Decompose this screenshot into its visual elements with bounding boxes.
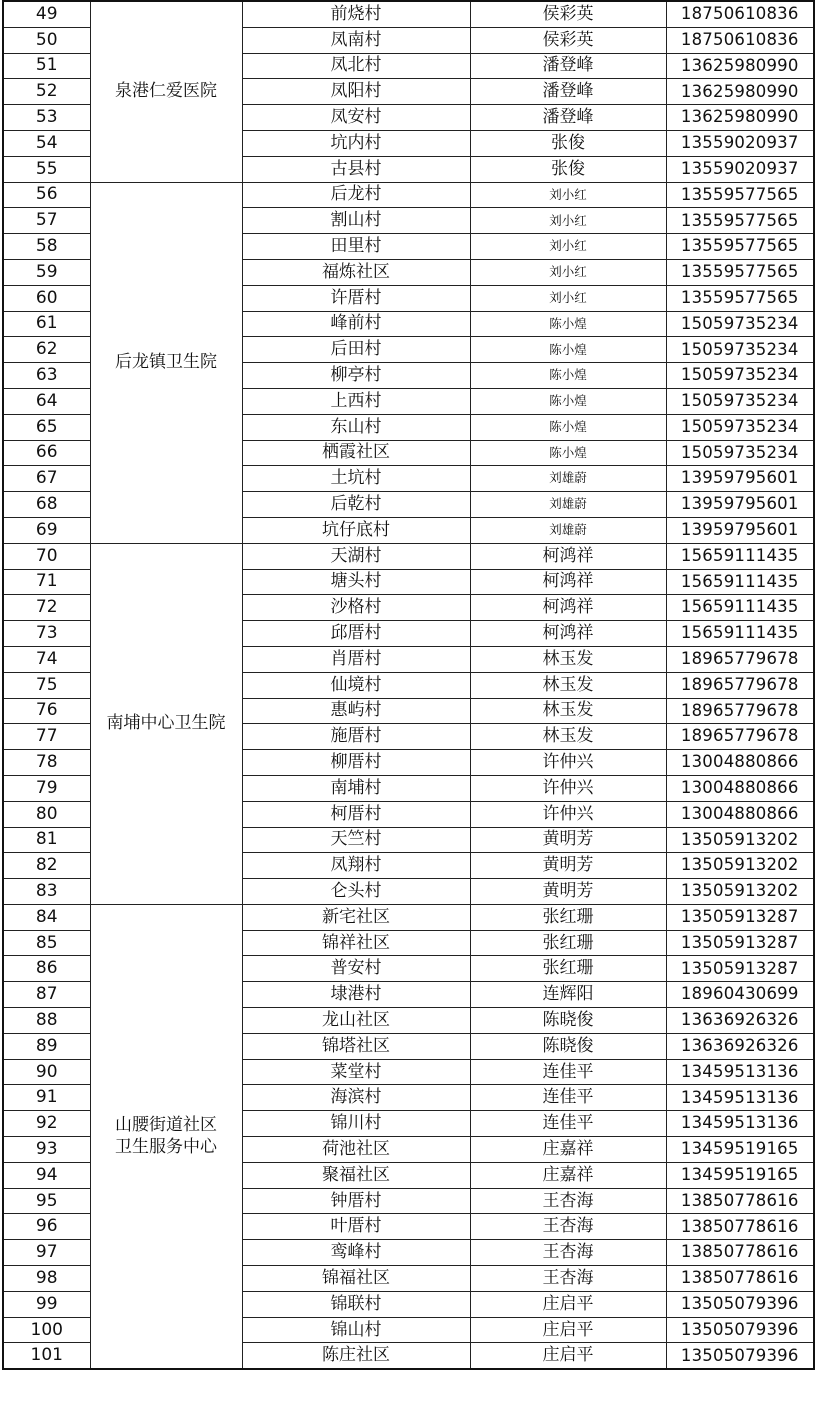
contact-phone: 15659111435 <box>666 621 814 647</box>
row-number: 77 <box>3 724 90 750</box>
contact-table-body <box>3 1 814 1369</box>
village-name: 南埔村 <box>242 775 470 801</box>
contact-name: 陈晓俊 <box>470 1033 666 1059</box>
contact-phone: 18965779678 <box>666 724 814 750</box>
contact-name: 黄明芳 <box>470 879 666 905</box>
row-number: 73 <box>3 621 90 647</box>
contact-name: 刘雄蔚 <box>470 517 666 543</box>
village-name: 柯厝村 <box>242 801 470 827</box>
contact-phone: 13004880866 <box>666 750 814 776</box>
contact-phone: 18965779678 <box>666 646 814 672</box>
village-name: 邱厝村 <box>242 621 470 647</box>
row-number: 60 <box>3 285 90 311</box>
contact-phone: 18965779678 <box>666 698 814 724</box>
contact-name: 林玉发 <box>470 672 666 698</box>
contact-phone: 13559577565 <box>666 208 814 234</box>
village-name: 福炼社区 <box>242 259 470 285</box>
hospital-name: 山腰街道社区 卫生服务中心 <box>90 904 242 1369</box>
contact-phone: 15059735234 <box>666 363 814 389</box>
village-name: 新宅社区 <box>242 904 470 930</box>
contact-phone: 13850778616 <box>666 1214 814 1240</box>
row-number: 83 <box>3 879 90 905</box>
row-number: 52 <box>3 79 90 105</box>
row-number: 86 <box>3 956 90 982</box>
village-name: 土坑村 <box>242 466 470 492</box>
village-name: 割山村 <box>242 208 470 234</box>
row-number: 84 <box>3 904 90 930</box>
contact-phone: 13505913202 <box>666 827 814 853</box>
village-name: 埭港村 <box>242 982 470 1008</box>
contact-phone: 13559577565 <box>666 182 814 208</box>
contact-phone: 13505913202 <box>666 879 814 905</box>
village-name: 锦川村 <box>242 1111 470 1137</box>
contact-name: 王杏海 <box>470 1214 666 1240</box>
contact-name: 许仲兴 <box>470 750 666 776</box>
contact-name: 张红珊 <box>470 956 666 982</box>
contact-phone: 13559577565 <box>666 234 814 260</box>
contact-name: 王杏海 <box>470 1266 666 1292</box>
row-number: 96 <box>3 1214 90 1240</box>
village-name: 柳亭村 <box>242 363 470 389</box>
row-number: 51 <box>3 53 90 79</box>
row-number: 69 <box>3 517 90 543</box>
hospital-name: 后龙镇卫生院 <box>90 182 242 543</box>
contact-name: 黄明芳 <box>470 827 666 853</box>
contact-name: 刘小红 <box>470 182 666 208</box>
village-name: 普安村 <box>242 956 470 982</box>
row-number: 82 <box>3 853 90 879</box>
row-number: 53 <box>3 105 90 131</box>
contact-phone: 13636926326 <box>666 1033 814 1059</box>
contact-phone: 13559020937 <box>666 130 814 156</box>
village-name: 凤翔村 <box>242 853 470 879</box>
contact-name: 庄启平 <box>470 1291 666 1317</box>
contact-name: 刘小红 <box>470 234 666 260</box>
village-name: 坑仔底村 <box>242 517 470 543</box>
row-number: 71 <box>3 569 90 595</box>
village-name: 锦联村 <box>242 1291 470 1317</box>
contact-phone: 13459519165 <box>666 1162 814 1188</box>
row-number: 63 <box>3 363 90 389</box>
contact-name: 王杏海 <box>470 1188 666 1214</box>
contact-phone: 13459513136 <box>666 1059 814 1085</box>
row-number: 55 <box>3 156 90 182</box>
row-number: 56 <box>3 182 90 208</box>
row-number: 88 <box>3 1008 90 1034</box>
contact-phone: 18965779678 <box>666 672 814 698</box>
contact-phone: 15659111435 <box>666 569 814 595</box>
contact-name: 陈小煌 <box>470 311 666 337</box>
contact-phone: 13559577565 <box>666 259 814 285</box>
village-name: 峰前村 <box>242 311 470 337</box>
village-name: 上西村 <box>242 388 470 414</box>
row-number: 99 <box>3 1291 90 1317</box>
contact-name: 柯鸿祥 <box>470 621 666 647</box>
contact-phone: 13004880866 <box>666 775 814 801</box>
row-number: 68 <box>3 492 90 518</box>
table-row <box>3 543 814 569</box>
contact-phone: 13505913202 <box>666 853 814 879</box>
village-name: 锦福社区 <box>242 1266 470 1292</box>
row-number: 90 <box>3 1059 90 1085</box>
village-name: 锦山村 <box>242 1317 470 1343</box>
contact-name: 连佳平 <box>470 1085 666 1111</box>
row-number: 58 <box>3 234 90 260</box>
contact-name: 连佳平 <box>470 1111 666 1137</box>
village-name: 凤阳村 <box>242 79 470 105</box>
village-name: 钟厝村 <box>242 1188 470 1214</box>
row-number: 98 <box>3 1266 90 1292</box>
contact-phone: 13459519165 <box>666 1137 814 1163</box>
row-number: 87 <box>3 982 90 1008</box>
contact-name: 许仲兴 <box>470 775 666 801</box>
contact-phone: 13505079396 <box>666 1291 814 1317</box>
village-name: 肖厝村 <box>242 646 470 672</box>
contact-phone: 15659111435 <box>666 595 814 621</box>
contact-name: 连辉阳 <box>470 982 666 1008</box>
contact-name: 连佳平 <box>470 1059 666 1085</box>
village-name: 沙格村 <box>242 595 470 621</box>
row-number: 74 <box>3 646 90 672</box>
table-row <box>3 182 814 208</box>
contact-phone: 13559020937 <box>666 156 814 182</box>
village-name: 叶厝村 <box>242 1214 470 1240</box>
row-number: 66 <box>3 440 90 466</box>
contact-name: 陈小煌 <box>470 414 666 440</box>
village-name: 田里村 <box>242 234 470 260</box>
row-number: 59 <box>3 259 90 285</box>
contact-name: 陈小煌 <box>470 440 666 466</box>
contact-phone: 13625980990 <box>666 53 814 79</box>
village-name: 惠屿村 <box>242 698 470 724</box>
contact-name: 庄嘉祥 <box>470 1137 666 1163</box>
contact-name: 侯彩英 <box>470 1 666 27</box>
village-name: 栖霞社区 <box>242 440 470 466</box>
contact-name: 柯鸿祥 <box>470 569 666 595</box>
row-number: 79 <box>3 775 90 801</box>
village-name: 凤北村 <box>242 53 470 79</box>
row-number: 85 <box>3 930 90 956</box>
contact-name: 张俊 <box>470 130 666 156</box>
contact-phone: 15059735234 <box>666 337 814 363</box>
contact-phone: 13959795601 <box>666 517 814 543</box>
row-number: 75 <box>3 672 90 698</box>
village-name: 后龙村 <box>242 182 470 208</box>
village-name: 聚福社区 <box>242 1162 470 1188</box>
contact-name: 潘登峰 <box>470 53 666 79</box>
village-name: 菜堂村 <box>242 1059 470 1085</box>
row-number: 57 <box>3 208 90 234</box>
village-name: 仙境村 <box>242 672 470 698</box>
contact-name: 潘登峰 <box>470 105 666 131</box>
row-number: 49 <box>3 1 90 27</box>
row-number: 67 <box>3 466 90 492</box>
row-number: 76 <box>3 698 90 724</box>
contact-name: 陈小煌 <box>470 388 666 414</box>
contact-phone: 13505079396 <box>666 1317 814 1343</box>
village-name: 锦祥社区 <box>242 930 470 956</box>
contact-name: 刘雄蔚 <box>470 492 666 518</box>
village-name: 前烧村 <box>242 1 470 27</box>
village-name: 施厝村 <box>242 724 470 750</box>
contact-phone: 13559577565 <box>666 285 814 311</box>
row-number: 100 <box>3 1317 90 1343</box>
row-number: 72 <box>3 595 90 621</box>
contact-name: 侯彩英 <box>470 27 666 53</box>
table-row <box>3 1 814 27</box>
contact-phone: 13505913287 <box>666 930 814 956</box>
contact-phone: 15059735234 <box>666 414 814 440</box>
contact-name: 林玉发 <box>470 724 666 750</box>
row-number: 70 <box>3 543 90 569</box>
row-number: 80 <box>3 801 90 827</box>
village-name: 天竺村 <box>242 827 470 853</box>
contact-phone: 13850778616 <box>666 1188 814 1214</box>
row-number: 54 <box>3 130 90 156</box>
contact-name: 陈小煌 <box>470 363 666 389</box>
village-name: 塘头村 <box>242 569 470 595</box>
row-number: 64 <box>3 388 90 414</box>
contact-phone: 15059735234 <box>666 440 814 466</box>
row-number: 94 <box>3 1162 90 1188</box>
table-row <box>3 904 814 930</box>
row-number: 101 <box>3 1343 90 1369</box>
contact-phone: 13850778616 <box>666 1266 814 1292</box>
contact-phone: 18960430699 <box>666 982 814 1008</box>
village-name: 龙山社区 <box>242 1008 470 1034</box>
village-name: 荷池社区 <box>242 1137 470 1163</box>
village-name: 东山村 <box>242 414 470 440</box>
contact-name: 陈晓俊 <box>470 1008 666 1034</box>
village-name: 凤南村 <box>242 27 470 53</box>
contact-name: 庄启平 <box>470 1317 666 1343</box>
row-number: 89 <box>3 1033 90 1059</box>
row-number: 50 <box>3 27 90 53</box>
hospital-name: 南埔中心卫生院 <box>90 543 242 904</box>
row-number: 97 <box>3 1240 90 1266</box>
contact-name: 庄嘉祥 <box>470 1162 666 1188</box>
row-number: 78 <box>3 750 90 776</box>
contact-name: 张红珊 <box>470 930 666 956</box>
contact-table-wrapper <box>2 0 813 1370</box>
village-name: 古县村 <box>242 156 470 182</box>
contact-name: 张俊 <box>470 156 666 182</box>
contact-name: 王杏海 <box>470 1240 666 1266</box>
contact-name: 刘小红 <box>470 208 666 234</box>
contact-name: 柯鸿祥 <box>470 595 666 621</box>
village-name: 仑头村 <box>242 879 470 905</box>
contact-phone: 13459513136 <box>666 1085 814 1111</box>
village-name: 坑内村 <box>242 130 470 156</box>
village-name: 柳厝村 <box>242 750 470 776</box>
village-name: 陈庄社区 <box>242 1343 470 1369</box>
row-number: 62 <box>3 337 90 363</box>
row-number: 95 <box>3 1188 90 1214</box>
village-name: 海滨村 <box>242 1085 470 1111</box>
contact-name: 刘小红 <box>470 285 666 311</box>
contact-name: 林玉发 <box>470 646 666 672</box>
contact-phone: 13459513136 <box>666 1111 814 1137</box>
contact-phone: 13625980990 <box>666 105 814 131</box>
contact-name: 陈小煌 <box>470 337 666 363</box>
village-name: 鸾峰村 <box>242 1240 470 1266</box>
contact-phone: 13850778616 <box>666 1240 814 1266</box>
row-number: 61 <box>3 311 90 337</box>
contact-name: 许仲兴 <box>470 801 666 827</box>
village-name: 许厝村 <box>242 285 470 311</box>
contact-name: 黄明芳 <box>470 853 666 879</box>
contact-name: 刘雄蔚 <box>470 466 666 492</box>
contact-phone: 13636926326 <box>666 1008 814 1034</box>
row-number: 93 <box>3 1137 90 1163</box>
contact-name: 林玉发 <box>470 698 666 724</box>
contact-name: 刘小红 <box>470 259 666 285</box>
village-name: 天湖村 <box>242 543 470 569</box>
village-name: 锦塔社区 <box>242 1033 470 1059</box>
contact-phone: 13959795601 <box>666 492 814 518</box>
contact-name: 潘登峰 <box>470 79 666 105</box>
contact-phone: 13004880866 <box>666 801 814 827</box>
contact-phone: 15059735234 <box>666 311 814 337</box>
contact-phone: 13505913287 <box>666 956 814 982</box>
contact-phone: 13505079396 <box>666 1343 814 1369</box>
row-number: 91 <box>3 1085 90 1111</box>
hospital-name: 泉港仁爱医院 <box>90 1 242 182</box>
row-number: 81 <box>3 827 90 853</box>
contact-phone: 18750610836 <box>666 27 814 53</box>
row-number: 65 <box>3 414 90 440</box>
contact-phone: 13505913287 <box>666 904 814 930</box>
contact-phone: 18750610836 <box>666 1 814 27</box>
contact-name: 庄启平 <box>470 1343 666 1369</box>
row-number: 92 <box>3 1111 90 1137</box>
village-name: 后田村 <box>242 337 470 363</box>
contact-phone: 15659111435 <box>666 543 814 569</box>
contact-phone: 13625980990 <box>666 79 814 105</box>
village-name: 凤安村 <box>242 105 470 131</box>
contact-table <box>2 0 815 1370</box>
contact-name: 柯鸿祥 <box>470 543 666 569</box>
contact-phone: 13959795601 <box>666 466 814 492</box>
contact-phone: 15059735234 <box>666 388 814 414</box>
village-name: 后乾村 <box>242 492 470 518</box>
contact-name: 张红珊 <box>470 904 666 930</box>
